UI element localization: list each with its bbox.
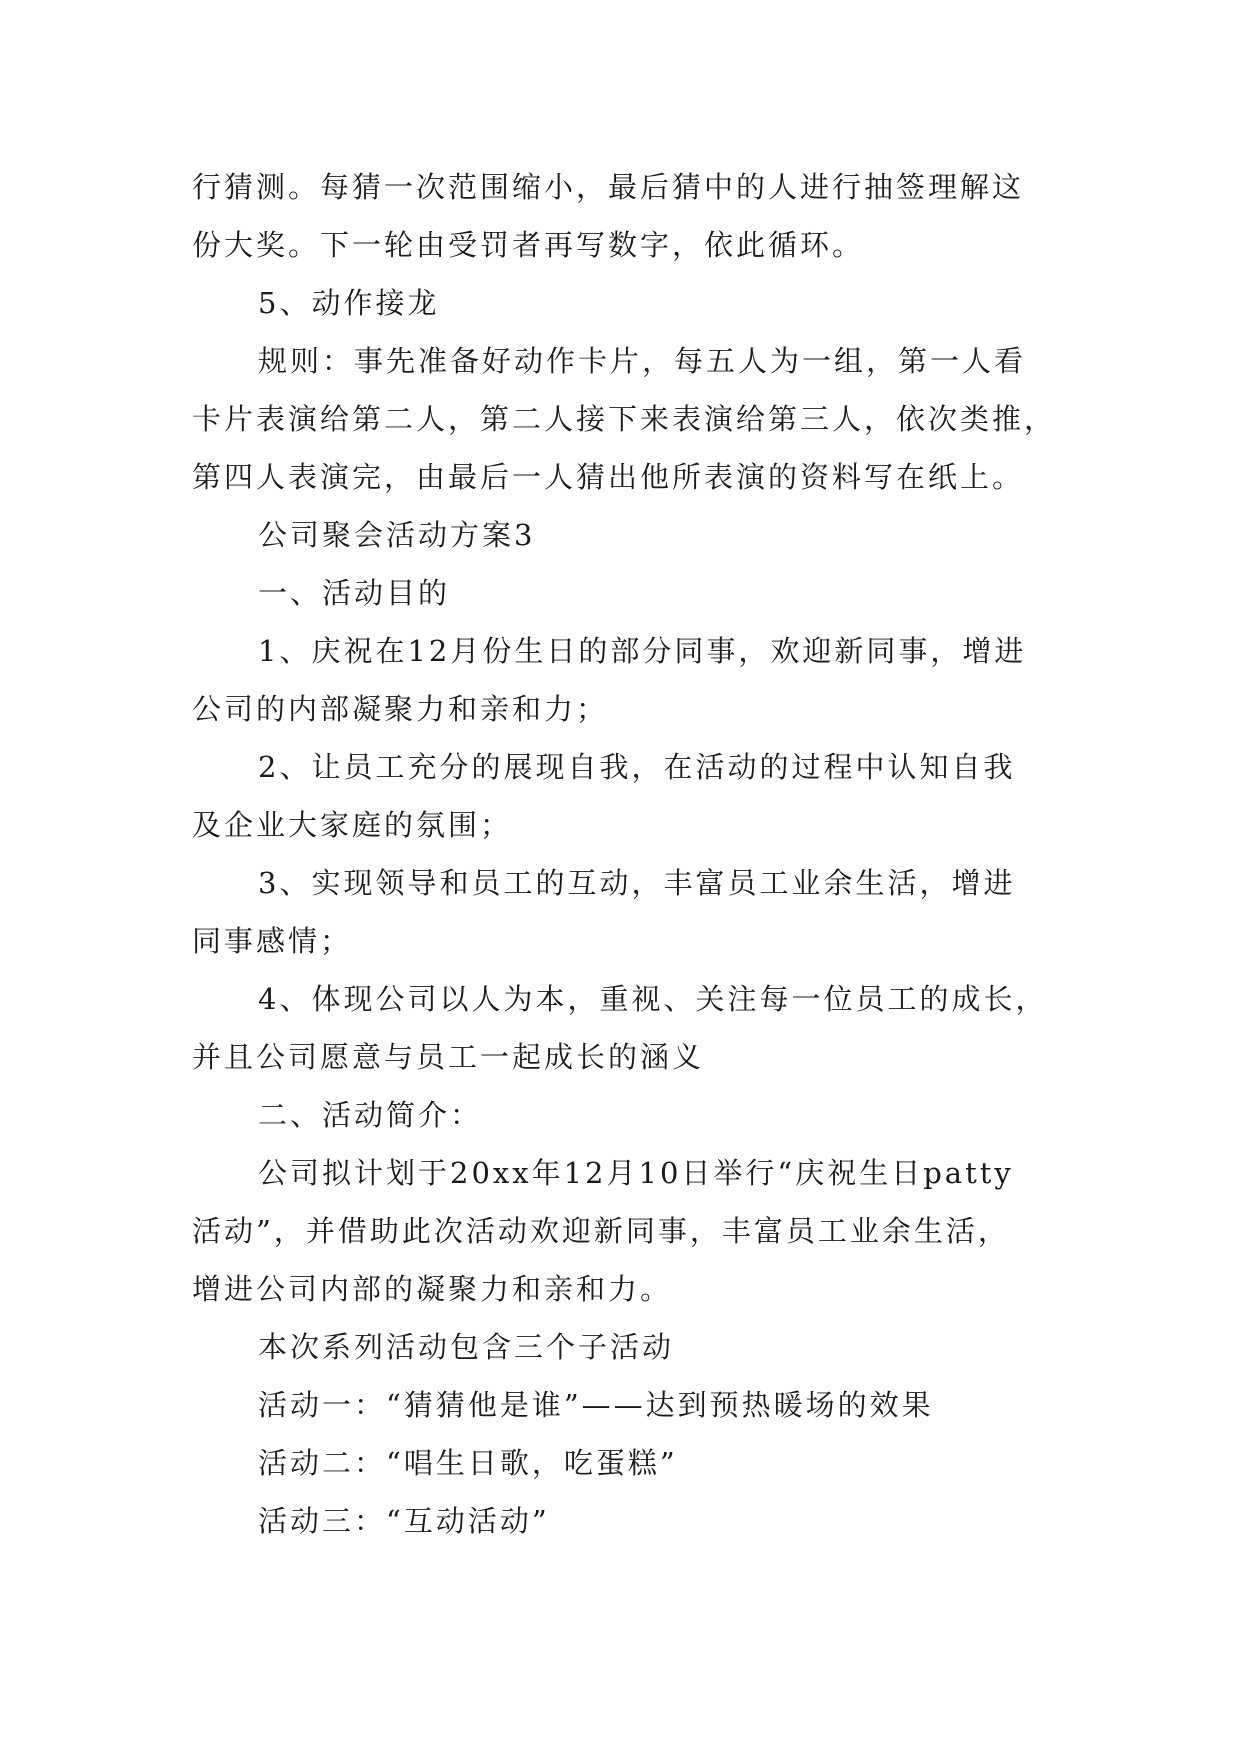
text-line-10: 公司的内部凝聚力和亲和力； (192, 692, 609, 726)
activity-one: 活动一：“猜猜他是谁”——达到预热暖场的效果 (258, 1388, 934, 1422)
text-line-19: 活动”，并借助此次活动欢迎新同事，丰富员工业余生活， (192, 1214, 1010, 1248)
text-line-14: 同事感情； (192, 924, 353, 958)
plan-title: 公司聚会活动方案3 (258, 518, 536, 552)
text-line-9: 1、庆祝在12月份生日的部分同事，欢迎新同事，增进 (258, 634, 1027, 668)
text-line-18: 公司拟计划于20xx年12月10日举行“庆祝生日patty (258, 1156, 1014, 1190)
text-line-2: 份大奖。下一轮由受罚者再写数字，依此循环。 (192, 228, 865, 262)
text-line-1: 行猜测。每猜一次范围缩小，最后猜中的人进行抽签理解这 (192, 170, 1025, 204)
text-line-4: 规则：事先准备好动作卡片，每五人为一组，第一人看 (258, 344, 1027, 378)
text-line-15: 4、体现公司以人为本，重视、关注每一位员工的成长， (258, 982, 1048, 1016)
text-line-16: 并且公司愿意与员工一起成长的涵义 (192, 1040, 705, 1074)
activity-three: 活动三：“互动活动” (258, 1504, 550, 1538)
text-line-12: 及企业大家庭的氛围； (192, 808, 513, 842)
text-line-6: 第四人表演完，由最后一人猜出他所表演的资料写在纸上。 (192, 460, 1025, 494)
text-line-11: 2、让员工充分的展现自我，在活动的过程中认知自我 (258, 750, 1016, 784)
text-line-5: 卡片表演给第二人，第二人接下来表演给第三人，依次类推， (192, 402, 1057, 436)
text-line-13: 3、实现领导和员工的互动，丰富员工业余生活，增进 (258, 866, 1016, 900)
section-heading-overview: 二、活动简介： (258, 1098, 483, 1132)
document-body (192, 158, 1072, 1550)
text-line-20: 增进公司内部的凝聚力和亲和力。 (192, 1272, 673, 1306)
activity-two: 活动二：“唱生日歌，吃蛋糕” (258, 1446, 678, 1480)
text-line-21: 本次系列活动包含三个子活动 (258, 1330, 675, 1364)
section-heading-action-relay: 5、动作接龙 (258, 286, 440, 320)
section-heading-purpose: 一、活动目的 (258, 576, 451, 610)
